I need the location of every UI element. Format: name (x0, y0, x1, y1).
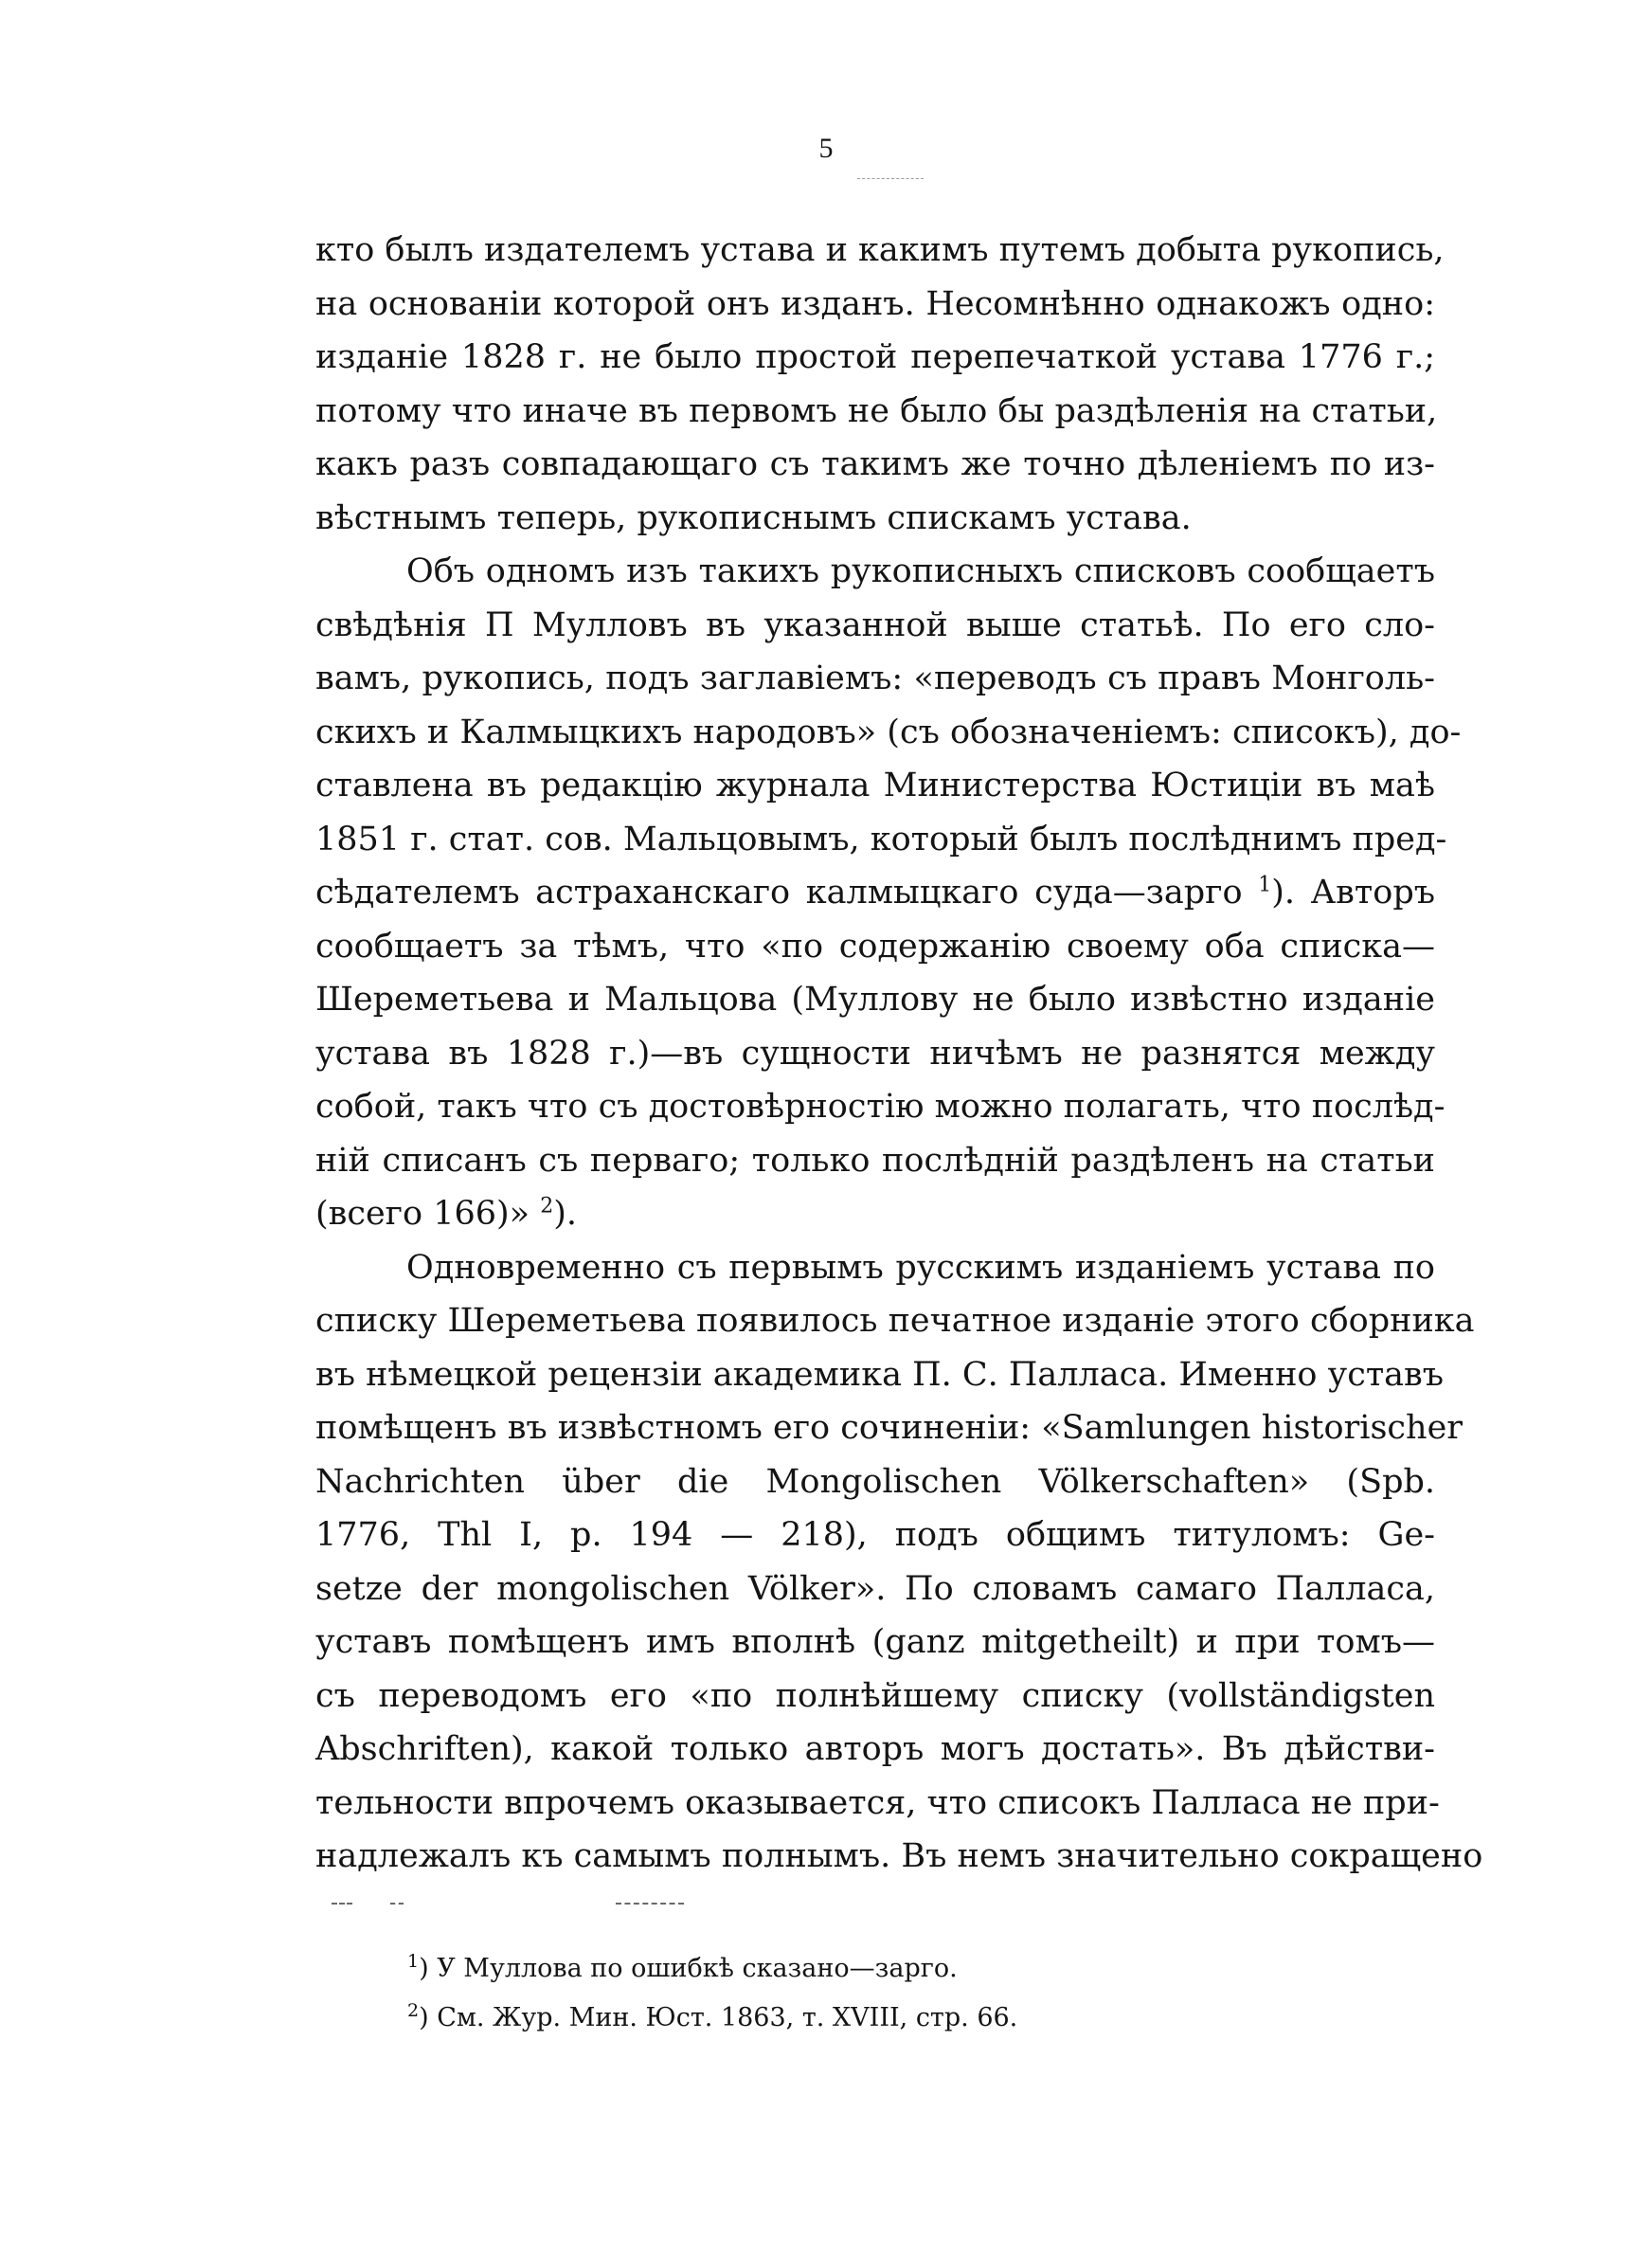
paragraph-3 (315, 1241, 1483, 1884)
text-segment: сѣдателемъ астраханскаго калмыцкаго суда—зарго (315, 874, 1243, 912)
text-line: собой, такъ что съ достовѣрностiю можно полагать, что послѣд- (315, 1088, 1446, 1126)
footnote-separator-rule (616, 1903, 684, 1905)
text-line: съ переводомъ его «по полнѣйшему списку (vollständigsten (315, 1676, 1435, 1715)
footnote-separator-mark (332, 1903, 352, 1905)
text-line: скихъ и Калмыцкихъ народовъ» (съ обозначенiемъ: списокъ), до- (315, 713, 1462, 751)
footnote-ref-2: 2 (540, 1194, 554, 1219)
text-segment: ). Авторъ (1271, 874, 1435, 912)
footnotes (407, 1944, 1260, 2043)
text-line: нiй списанъ съ перваго; только послѣднiй раздѣленъ на статьи (315, 1141, 1435, 1180)
footnote-mark: 1 (407, 1951, 420, 1972)
text-line: вѣстнымъ теперь, рукописнымъ спискамъ устава. (315, 498, 1192, 537)
text-line: ставлена въ редакцiю журнала Министерства Юстицiи въ маѣ (315, 767, 1435, 804)
text-line: кто былъ издателемъ устава и какимъ путемъ добыта рукопись, (315, 231, 1445, 269)
text-line: на основанiи которой онъ изданъ. Несомнѣнно однакожъ одно: (315, 284, 1435, 323)
text-line: свѣдѣнiя П Мулловъ въ указанной выше статьѣ. По его сло- (315, 605, 1435, 644)
main-text (315, 224, 1483, 1884)
text-segment: (всего 166)» (315, 1195, 530, 1233)
text-line: изданiе 1828 г. не было простой перепечаткой устава 1776 г.; (315, 338, 1435, 376)
page-number: 5 (818, 133, 834, 164)
text-line: какъ разъ совпадающаго съ такимъ же точно дѣленiемъ по из- (315, 445, 1435, 483)
text-line: въ нѣмецкой рецензiи академика П. С. Палласа. Именно уставъ (315, 1355, 1445, 1394)
text-line: вамъ, рукопись, подъ заглавiемъ: «переводъ съ правъ Монголь- (315, 659, 1435, 697)
text-line-with-footnote-ref (315, 1187, 1435, 1241)
text-line: 1776, Thl I, p. 194 — 218), подъ общимъ титуломъ: Ge- (315, 1516, 1435, 1554)
text-line: Объ одномъ изъ такихъ рукописныхъ списковъ сообщаетъ (406, 552, 1435, 590)
paragraph-1 (315, 224, 1445, 545)
text-line: списку Шереметьева появилось печатное изданiе этого сборника (315, 1302, 1475, 1340)
text-line: Nachrichten über die Mongolischen Völkerschaften» (Spb. (315, 1462, 1435, 1501)
footnote-2 (407, 1994, 1260, 2043)
footnote-ref-1: 1 (1258, 873, 1272, 897)
text-line: Abschriften), какой только авторъ могъ достать». Въ дѣйстви- (315, 1730, 1435, 1768)
text-line: уставъ помѣщенъ имъ вполнѣ (ganz mitgetheilt) и при томъ— (315, 1623, 1435, 1661)
footnote-text: ) У Муллова по ошибкѣ сказано—зарго. (419, 1954, 958, 1983)
text-line: 1851 г. стат. сов. Мальцовымъ, который былъ послѣднимъ пред- (315, 820, 1447, 858)
footnote-mark: 2 (407, 2000, 420, 2021)
text-line: надлежалъ къ самымъ полнымъ. Въ немъ значительно сокращено (315, 1837, 1483, 1875)
text-line: потому что иначе въ первомъ не было бы раздѣленiя на статьи, (315, 391, 1438, 430)
footnote-text: ) См. Жур. Мин. Юст. 1863, т. XVIII, стр. 66. (419, 2003, 1018, 2032)
text-segment: ). (553, 1195, 578, 1233)
footnote-separator-mark (390, 1903, 404, 1905)
paragraph-2 (315, 545, 1462, 1241)
page-number-rule (857, 178, 924, 179)
text-line-with-footnote-ref (315, 866, 1435, 920)
text-line: помѣщенъ въ извѣстномъ его сочиненiи: «Samlungen historischer (315, 1409, 1463, 1447)
footnote-1 (407, 1944, 1260, 1994)
text-line: Шереметьева и Мальцова (Муллову не было извѣстно изданiе (315, 981, 1435, 1019)
text-line: Одновременно съ первымъ русскимъ изданiемъ устава по (406, 1248, 1435, 1287)
text-line: тельности впрочемъ оказывается, что списокъ Палласа не при- (315, 1783, 1440, 1822)
text-line: сообщаетъ за тѣмъ, что «по содержанiю своему оба списка— (315, 927, 1435, 966)
text-line: устава въ 1828 г.)—въ сущности ничѣмъ не разнятся между (315, 1034, 1435, 1073)
text-line: setze der mongolischen Völker». По словамъ самаго Палласа, (315, 1569, 1435, 1608)
